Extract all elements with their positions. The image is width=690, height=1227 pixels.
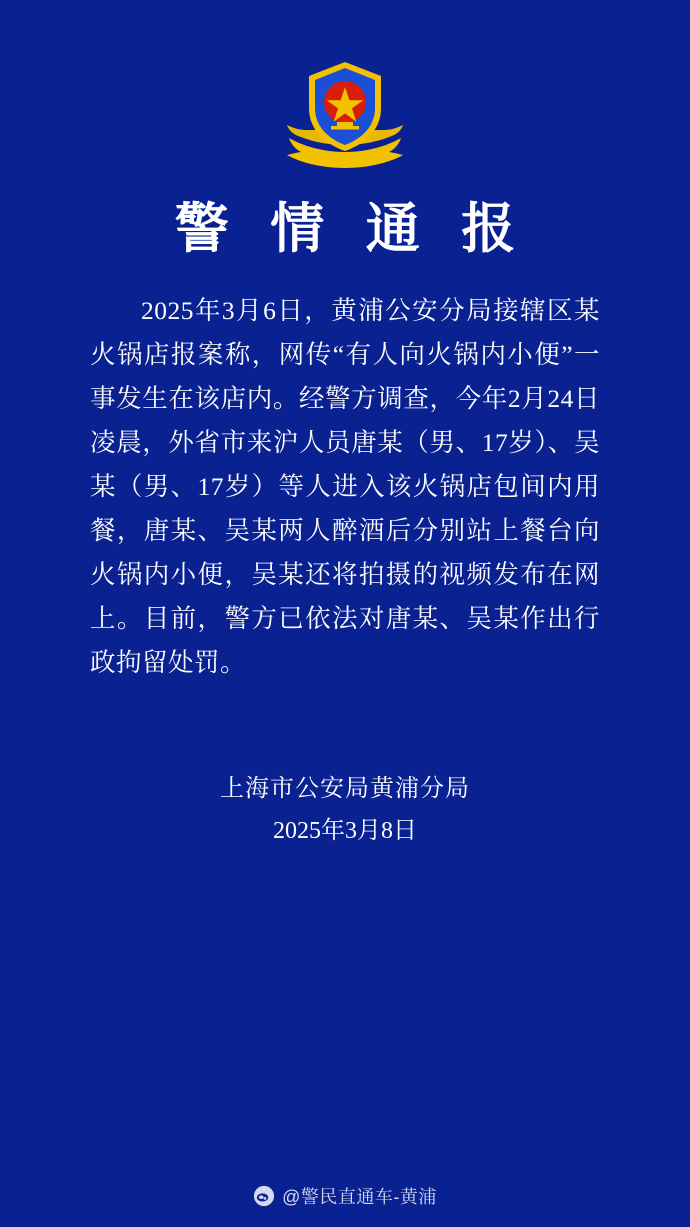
signature-organization: 上海市公安局黄浦分局 xyxy=(220,776,470,803)
weibo-icon xyxy=(253,1185,275,1207)
police-emblem-icon xyxy=(285,56,405,174)
signature-date: 2025年3月8日 xyxy=(273,818,417,845)
page-title: 警 情 通 报 xyxy=(174,199,530,259)
footer-watermark xyxy=(0,1183,690,1209)
footer-account: @警民直通车-黄浦 xyxy=(282,1187,437,1207)
notice-body-paragraph: 2025年3月6日，黄浦公安分局接辖区某火锅店报案称，网传“有人向火锅内小便”一事发生在该店内。经警方调查，今年2月24日凌晨，外省市来沪人员唐某（男、17岁）、吴某（男、17岁）等人进入该火锅店包间内用餐，唐某、吴某两人醉酒后分别站上餐台向火锅内小便，吴某还将拍摄的视频发布在网上。目前，警方已依法对唐某、吴某作出行政拘留处罚。 xyxy=(90,296,600,678)
signature-block xyxy=(90,769,600,851)
notice-body xyxy=(90,289,600,685)
